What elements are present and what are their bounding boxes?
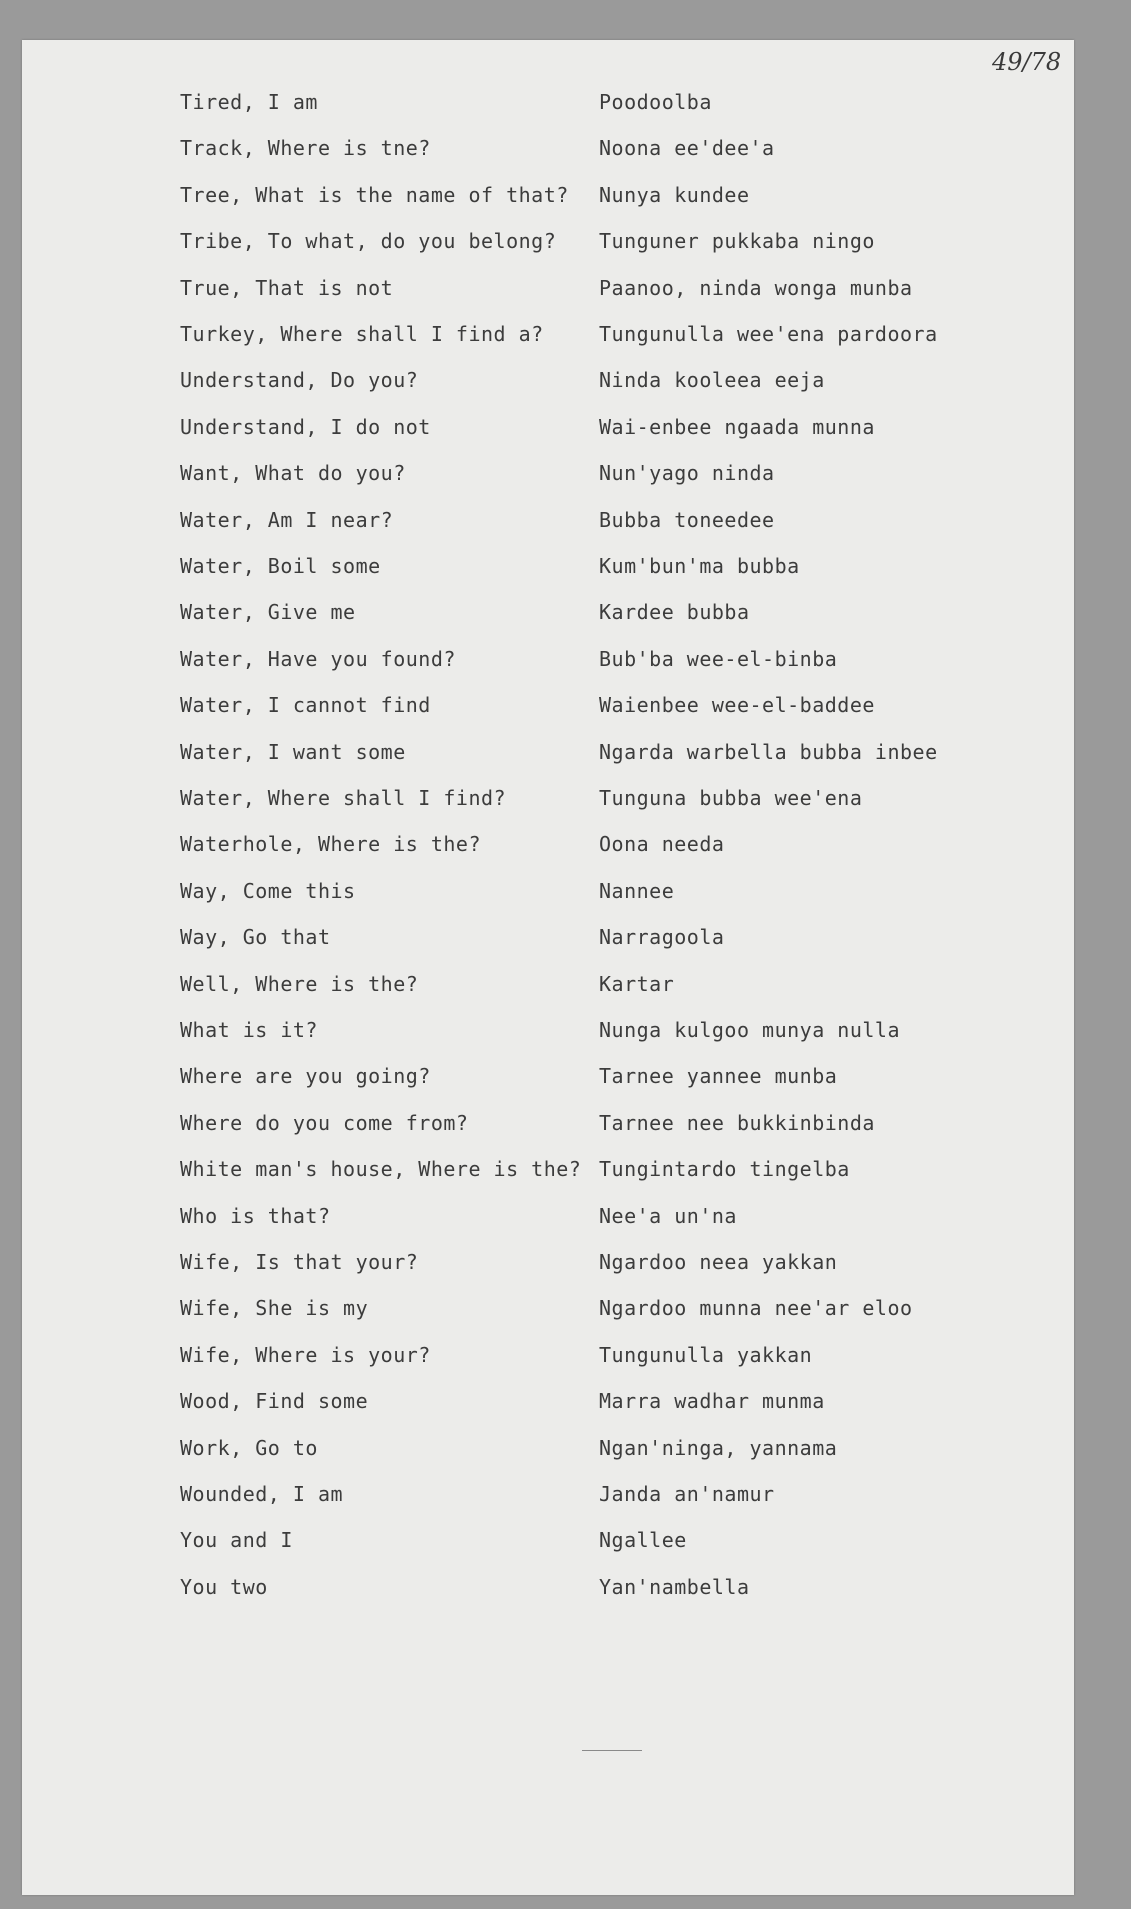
phrase-row	[22, 1111, 1074, 1141]
english-phrase: Way, Come this	[180, 878, 356, 903]
phrase-row	[22, 1389, 1074, 1419]
english-phrase: Work, Go to	[180, 1435, 318, 1460]
english-phrase: Wood, Find some	[180, 1389, 369, 1414]
english-phrase: Water, I cannot find	[180, 693, 431, 718]
phrase-row	[22, 786, 1074, 816]
native-translation: Waienbee wee-el-baddee	[599, 693, 875, 718]
phrase-row	[22, 136, 1074, 166]
native-translation: Tarnee nee bukkinbinda	[599, 1110, 875, 1135]
phrase-row	[22, 972, 1074, 1002]
native-translation: Oona needa	[599, 832, 725, 857]
phrase-row	[22, 1343, 1074, 1373]
english-phrase: You two	[180, 1574, 268, 1599]
phrase-row	[22, 1250, 1074, 1280]
english-phrase: You and I	[180, 1528, 293, 1553]
native-translation: Tungunulla wee'ena pardoora	[599, 322, 938, 346]
english-phrase: Well, Where is the?	[180, 971, 419, 996]
phrase-row	[22, 693, 1074, 723]
native-translation: Tunguna bubba wee'ena	[599, 786, 863, 810]
phrase-row	[22, 461, 1074, 491]
native-translation: Nun'yago ninda	[599, 461, 775, 486]
native-translation: Tungunulla yakkan	[599, 1342, 813, 1367]
english-phrase: White man's house, Where is the?	[180, 1157, 582, 1182]
native-translation: Nunya kundee	[599, 182, 750, 207]
english-phrase: Where do you come from?	[180, 1110, 469, 1135]
native-translation: Ngardoo neea yakkan	[599, 1250, 838, 1274]
native-translation: Wai-enbee ngaada munna	[599, 414, 875, 439]
native-translation: Tungintardo tingelba	[599, 1157, 850, 1182]
english-phrase: What is it?	[180, 1018, 318, 1042]
phrase-list	[22, 40, 1074, 1895]
english-phrase: Understand, I do not	[180, 414, 431, 439]
native-translation: Ngarda warbella bubba inbee	[599, 739, 938, 764]
native-translation: Paanoo, ninda wonga munba	[599, 275, 913, 300]
footer-dash	[582, 1750, 642, 1751]
native-translation: Nannee	[599, 878, 675, 903]
phrase-row	[22, 1436, 1074, 1466]
english-phrase: Tree, What is the name of that?	[180, 182, 569, 207]
phrase-row	[22, 1528, 1074, 1558]
native-translation: Ngardoo munna nee'ar eloo	[599, 1296, 913, 1321]
english-phrase: Where are you going?	[180, 1064, 431, 1089]
native-translation: Yan'nambella	[599, 1574, 750, 1599]
phrase-row	[22, 508, 1074, 538]
native-translation: Kum'bun'ma bubba	[599, 554, 800, 578]
phrase-row	[22, 925, 1074, 955]
english-phrase: Way, Go that	[180, 925, 331, 950]
native-translation: Bubba toneedee	[599, 507, 775, 532]
phrase-row	[22, 1482, 1074, 1512]
native-translation: Nee'a un'na	[599, 1203, 737, 1228]
english-phrase: Wife, She is my	[180, 1296, 369, 1321]
native-translation: Noona ee'dee'a	[599, 136, 775, 161]
english-phrase: True, That is not	[180, 275, 394, 300]
phrase-row	[22, 647, 1074, 677]
phrase-row	[22, 740, 1074, 770]
native-translation: Narragoola	[599, 925, 725, 950]
english-phrase: Water, Give me	[180, 600, 356, 625]
phrase-row	[22, 183, 1074, 213]
native-translation: Ngan'ninga, yannama	[599, 1435, 838, 1460]
native-translation: Kardee bubba	[599, 600, 750, 625]
native-translation: Tunguner pukkaba ningo	[599, 229, 875, 254]
phrase-row	[22, 90, 1074, 120]
phrase-row	[22, 600, 1074, 630]
english-phrase: Water, Boil some	[180, 554, 381, 578]
phrase-row	[22, 1204, 1074, 1234]
english-phrase: Waterhole, Where is the?	[180, 832, 481, 857]
english-phrase: Turkey, Where shall I find a?	[180, 322, 544, 346]
english-phrase: Wounded, I am	[180, 1482, 344, 1506]
phrase-row	[22, 1296, 1074, 1326]
phrase-row	[22, 1575, 1074, 1605]
native-translation: Poodoolba	[599, 90, 712, 114]
phrase-row	[22, 1157, 1074, 1187]
native-translation: Nunga kulgoo munya nulla	[599, 1018, 900, 1042]
native-translation: Marra wadhar munma	[599, 1389, 825, 1414]
english-phrase: Water, Am I near?	[180, 507, 394, 532]
english-phrase: Want, What do you?	[180, 461, 406, 486]
page-number: 49/78	[992, 48, 1062, 76]
phrase-row	[22, 1018, 1074, 1048]
english-phrase: Track, Where is tne?	[180, 136, 431, 161]
english-phrase: Wife, Is that your?	[180, 1250, 419, 1274]
phrase-row	[22, 276, 1074, 306]
english-phrase: Understand, Do you?	[180, 368, 419, 393]
phrase-row	[22, 879, 1074, 909]
english-phrase: Water, Have you found?	[180, 646, 456, 671]
phrase-row	[22, 229, 1074, 259]
phrase-row	[22, 368, 1074, 398]
english-phrase: Tribe, To what, do you belong?	[180, 229, 557, 254]
english-phrase: Tired, I am	[180, 90, 318, 114]
english-phrase: Who is that?	[180, 1203, 331, 1228]
native-translation: Ninda kooleea eeja	[599, 368, 825, 393]
native-translation: Janda an'namur	[599, 1482, 775, 1506]
document-page	[22, 40, 1074, 1895]
phrase-row	[22, 554, 1074, 584]
phrase-row	[22, 832, 1074, 862]
phrase-row	[22, 322, 1074, 352]
phrase-row	[22, 415, 1074, 445]
native-translation: Bub'ba wee-el-binba	[599, 646, 838, 671]
english-phrase: Water, Where shall I find?	[180, 786, 507, 810]
native-translation: Kartar	[599, 971, 675, 996]
phrase-row	[22, 1064, 1074, 1094]
english-phrase: Wife, Where is your?	[180, 1342, 431, 1367]
native-translation: Ngallee	[599, 1528, 687, 1553]
native-translation: Tarnee yannee munba	[599, 1064, 838, 1089]
english-phrase: Water, I want some	[180, 739, 406, 764]
